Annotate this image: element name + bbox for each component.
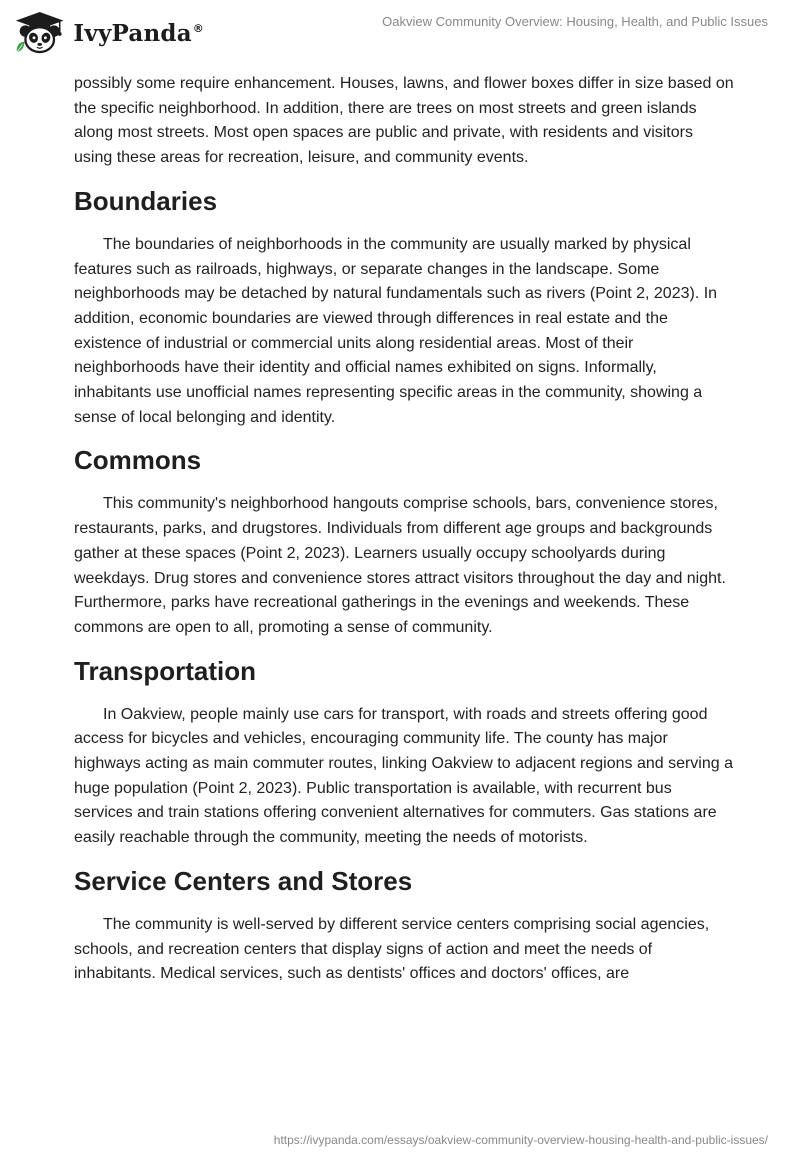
section-heading-service-centers: Service Centers and Stores: [74, 865, 413, 896]
source-url-link[interactable]: https://ivypanda.com/essays/oakview-community-overview-housing-health-and-public-issues/: [273, 1133, 768, 1147]
registered-mark: ®: [192, 21, 204, 35]
section-heading-boundaries: Boundaries: [74, 185, 218, 216]
section-paragraph-boundaries: The boundaries of neighborhoods in the community are usually marked by physical features such as railroads, highways, or separate changes in the landscape. Some neighborhoods may be detached by natural fundamentals such as rivers (Point 2, 2023). In addition, economic boundaries are viewed through differences in real estate and the existence of industrial or commercial units along residential areas. Most of their neighborhoods have their identity and official names exhibited on signs. Informally, inhabitants use unofficial names representing specific areas in the community, showing a sense of local belonging and identity.: [74, 235, 718, 426]
panda-graduate-icon: [14, 9, 65, 57]
brand-logo[interactable]: [14, 8, 204, 58]
intro-paragraph: possibly some require enhancement. Houses, lawns, and flower boxes differ in size based on the specific neighborhood. In addition, there are trees on most streets and green islands along most streets. Most open spaces are public and private, with residents and visitors using these areas for recreation, leisure, and community events.: [74, 75, 734, 167]
section-paragraph-transportation: In Oakview, people mainly use cars for transport, with roads and streets offering good access for bicycles and vehicles, encouraging community life. The county has major highways acting as main commuter routes, linking Oakview to adjacent regions and serving a huge population (Point 2, 2023). Public transportation is available, with recurrent bus services and train stations offering convenient alternatives for commuters. Gas stations are easily reachable through the community, meeting the needs of motorists.: [74, 705, 733, 847]
page-header: [0, 0, 800, 70]
brand-name: [73, 20, 204, 47]
essay-body: [74, 72, 734, 987]
document-title: Oakview Community Overview: Housing, Health, and Public Issues: [382, 14, 768, 29]
section-paragraph-commons: This community's neighborhood hangouts comprise schools, bars, convenience stores, restaurants, parks, and drugstores. Individuals from different age groups and backgrounds gather at these spaces (Point 2, 2023). Learners usually occupy schoolyards during weekdays. Drug stores and convenience stores attract visitors throughout the day and night. Furthermore, parks have recreational gatherings in the evenings and weekends. These commons are open to all, promoting a sense of community.: [74, 495, 726, 636]
brand-name-text: IvyPanda: [73, 19, 192, 47]
section-paragraph-service-centers: The community is well-served by different service centers comprising social agencies, schools, and recreation centers that display signs of action and meet the needs of inhabitants. Medical services, such as dentists' offices and doctors' offices, are: [74, 915, 710, 983]
section-heading-transportation: Transportation: [74, 655, 257, 686]
section-heading-commons: Commons: [74, 445, 202, 476]
